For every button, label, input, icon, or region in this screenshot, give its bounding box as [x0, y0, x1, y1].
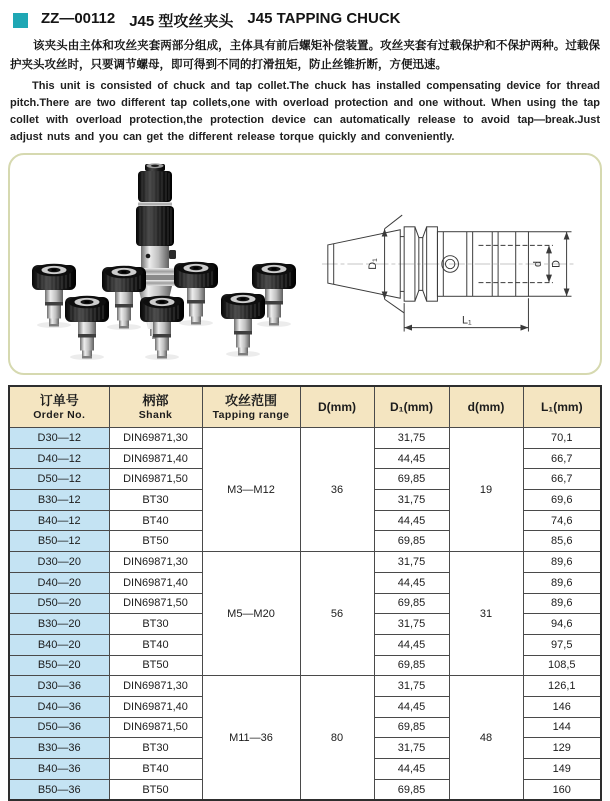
L1-cell: 74,6 — [523, 510, 601, 531]
shank-cell: DIN69871,30 — [109, 428, 202, 449]
shank-cell: DIN69871,30 — [109, 676, 202, 697]
order-no-cell: D40—20 — [9, 572, 109, 593]
D1-cell: 31,75 — [374, 738, 449, 759]
intro-paragraph-zh: 该夹头由主体和攻丝夹套两部分组成，主体具有前后螺矩补偿装置。攻丝夹套有过载保护和不保护两种。过载保护夹头攻丝时，只要调节螺母，即可得到不同的打滑扭矩，防止丝锥折断，方便迅速。 — [10, 40, 600, 71]
D-cell: 80 — [300, 676, 374, 801]
dim-label-d: d — [532, 261, 545, 267]
shank-cell: DIN69871,40 — [109, 448, 202, 469]
shank-cell: BT50 — [109, 779, 202, 800]
dim-label-D: D — [550, 260, 563, 268]
title-bullet-icon — [13, 13, 28, 28]
shank-cell: DIN69871,40 — [109, 572, 202, 593]
spec-table — [8, 385, 602, 801]
shank-cell: BT40 — [109, 634, 202, 655]
shank-cell: DIN69871,50 — [109, 593, 202, 614]
order-no-cell: D30—12 — [9, 428, 109, 449]
col-header-D1: D₁(mm) — [374, 386, 449, 428]
D1-cell: 31,75 — [374, 490, 449, 511]
D1-cell: 69,85 — [374, 593, 449, 614]
order-no-cell: D40—36 — [9, 696, 109, 717]
order-no-cell: B50—20 — [9, 655, 109, 676]
D1-cell: 69,85 — [374, 655, 449, 676]
L1-cell: 108,5 — [523, 655, 601, 676]
tapping-range-cell: M5—M20 — [202, 552, 300, 676]
title-bar — [0, 0, 610, 31]
page-title — [41, 10, 401, 31]
shank-cell: DIN69871,50 — [109, 717, 202, 738]
tech-drawing — [320, 185, 594, 343]
dim-label-d1: D₁ — [366, 258, 379, 270]
order-no-cell: B50—12 — [9, 531, 109, 552]
shank-cell: BT40 — [109, 759, 202, 780]
order-no-cell: D30—36 — [9, 676, 109, 697]
order-no-cell: D50—12 — [9, 469, 109, 490]
product-image-panel — [8, 153, 602, 375]
col-header-order: 订单号 Order No. — [9, 386, 109, 428]
tap-collet-graphic — [140, 296, 184, 360]
tap-collet-graphic — [65, 296, 109, 360]
L1-cell: 129 — [523, 738, 601, 759]
L1-cell: 66,7 — [523, 448, 601, 469]
shank-cell: DIN69871,30 — [109, 552, 202, 573]
D1-cell: 44,45 — [374, 572, 449, 593]
D1-cell: 31,75 — [374, 552, 449, 573]
order-no-cell: B30—20 — [9, 614, 109, 635]
header-row — [9, 386, 601, 428]
L1-cell: 160 — [523, 779, 601, 800]
order-no-cell: B40—20 — [9, 634, 109, 655]
shank-cell: BT40 — [109, 510, 202, 531]
D1-cell: 44,45 — [374, 696, 449, 717]
L1-cell: 89,6 — [523, 572, 601, 593]
product-name-zh: J45 型攻丝夹头 — [129, 13, 234, 30]
d-cell: 48 — [449, 676, 523, 801]
table-row — [9, 552, 601, 573]
order-no-cell: B30—12 — [9, 490, 109, 511]
L1-cell: 149 — [523, 759, 601, 780]
shank-cell: BT50 — [109, 531, 202, 552]
order-no-cell: D40—12 — [9, 448, 109, 469]
L1-cell: 146 — [523, 696, 601, 717]
L1-cell: 89,6 — [523, 552, 601, 573]
shank-cell: BT30 — [109, 614, 202, 635]
L1-cell: 70,1 — [523, 428, 601, 449]
order-no-cell: B50—36 — [9, 779, 109, 800]
D1-cell: 69,85 — [374, 469, 449, 490]
D-cell: 36 — [300, 428, 374, 552]
d-cell: 31 — [449, 552, 523, 676]
table-row — [9, 676, 601, 697]
tapping-range-cell: M11—36 — [202, 676, 300, 801]
shank-cell: DIN69871,40 — [109, 696, 202, 717]
tap-collet-graphic — [102, 266, 146, 330]
D1-cell: 69,85 — [374, 779, 449, 800]
shank-cell: BT30 — [109, 490, 202, 511]
col-header-d: d(mm) — [449, 386, 523, 428]
D1-cell: 69,85 — [374, 531, 449, 552]
shank-cell: BT30 — [109, 738, 202, 759]
L1-cell: 85,6 — [523, 531, 601, 552]
intro-paragraph-en: This unit is consisted of chuck and tap collet.The chuck has installed compensating device for thread pitch.There are two different tap collets,one with overload protection and one without. When using the tap collet with overload protection,the protection device can automatically release to avoid tap—break.Just adjust nuts and you can get the different release torque quickly and conveniently. — [10, 80, 600, 143]
col-header-D: D(mm) — [300, 386, 374, 428]
D-cell: 56 — [300, 552, 374, 676]
order-no-cell: D50—36 — [9, 717, 109, 738]
D1-cell: 69,85 — [374, 717, 449, 738]
shank-cell: DIN69871,50 — [109, 469, 202, 490]
D1-cell: 44,45 — [374, 510, 449, 531]
order-no-cell: D30—20 — [9, 552, 109, 573]
product-code: ZZ—00112 — [41, 10, 116, 27]
L1-cell: 97,5 — [523, 634, 601, 655]
L1-cell: 69,6 — [523, 490, 601, 511]
L1-cell: 94,6 — [523, 614, 601, 635]
col-header-L1: L₁(mm) — [523, 386, 601, 428]
L1-cell: 89,6 — [523, 593, 601, 614]
col-header-shank: 柄部 Shank — [109, 386, 202, 428]
taper-shank-outline — [328, 230, 400, 299]
D1-cell: 31,75 — [374, 428, 449, 449]
col-header-range: 攻丝范围 Tapping range — [202, 386, 300, 428]
table-row — [9, 428, 601, 449]
order-no-cell: D50—20 — [9, 593, 109, 614]
D1-cell: 31,75 — [374, 614, 449, 635]
order-no-cell: B30—36 — [9, 738, 109, 759]
dim-label-l1: L₁ — [461, 314, 472, 327]
order-no-cell: B40—36 — [9, 759, 109, 780]
product-name-en: J45 TAPPING CHUCK — [247, 10, 401, 27]
D1-cell: 44,45 — [374, 448, 449, 469]
D1-cell: 44,45 — [374, 634, 449, 655]
d-cell: 19 — [449, 428, 523, 552]
D1-cell: 44,45 — [374, 759, 449, 780]
product-photo — [14, 158, 320, 370]
order-no-cell: B40—12 — [9, 510, 109, 531]
L1-cell: 126,1 — [523, 676, 601, 697]
L1-cell: 144 — [523, 717, 601, 738]
tapping-range-cell: M3—M12 — [202, 428, 300, 552]
L1-cell: 66,7 — [523, 469, 601, 490]
D1-cell: 31,75 — [374, 676, 449, 697]
shank-cell: BT50 — [109, 655, 202, 676]
